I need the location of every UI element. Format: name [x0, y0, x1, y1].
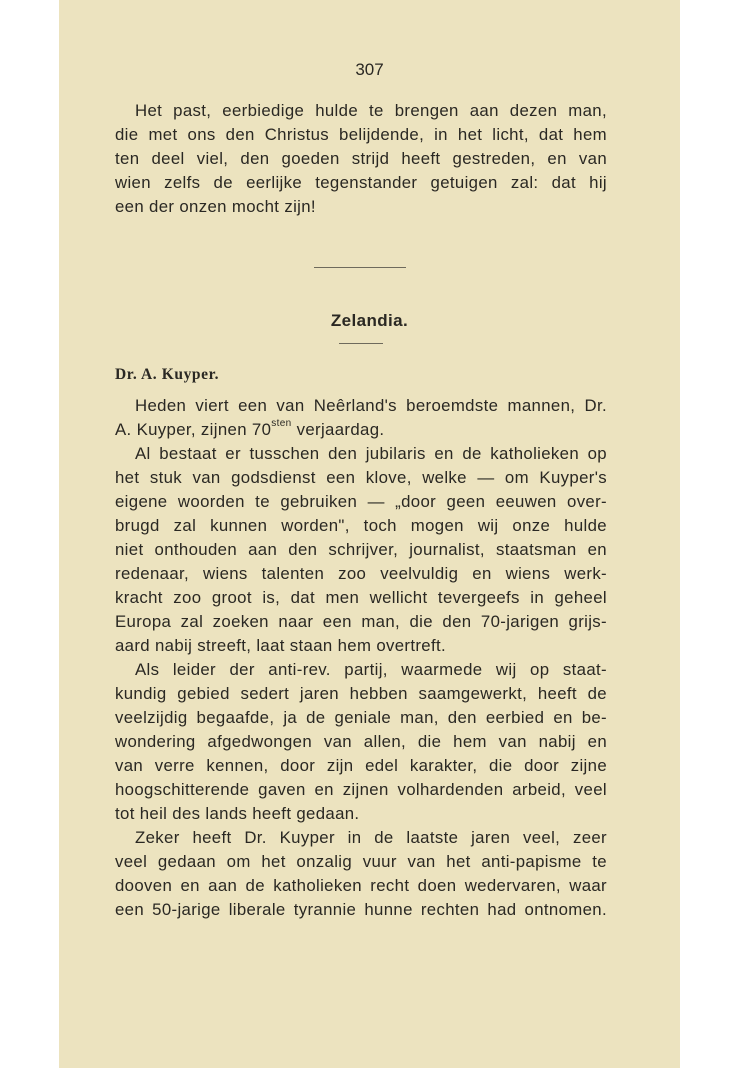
section-divider: [314, 267, 406, 268]
text-line: aard nabij streeft, laat staan hem overtreft.: [115, 636, 447, 655]
superscript: sten: [271, 418, 292, 430]
title-underline: [339, 343, 383, 344]
text-line: wien zelfs de eerlijke tegenstander getuigen zal: dat hij: [115, 173, 607, 192]
text-line-with-superscript: [115, 418, 607, 442]
text-line: veel gedaan om het onzalig vuur van het anti-papisme te: [115, 852, 607, 871]
page-number: 307: [355, 60, 384, 79]
text-line: hoogschitterende gaven en zijnen volhardenden arbeid, veel: [115, 780, 607, 799]
text-line: een der onzen mocht zijn!: [115, 197, 316, 216]
text-line: eigene woorden te gebruiken — „door geen eeuwen over-: [115, 492, 607, 511]
article-subheading: Dr. A. Kuyper.: [115, 366, 220, 383]
text-line: ten deel viel, den goeden strijd heeft gestreden, en van: [115, 149, 607, 168]
text-line: Al bestaat er tusschen den jubilaris en de katholieken op: [135, 444, 607, 463]
text-line: Heden viert een van Neêrland's beroemdste mannen, Dr.: [135, 396, 607, 415]
text-line: kracht zoo groot is, dat men wellicht tevergeefs in geheel: [115, 588, 607, 607]
text-line: veelzijdig begaafde, ja de geniale man, den eerbied en be-: [115, 708, 607, 727]
text-line: Zeker heeft Dr. Kuyper in de laatste jaren veel, zeer: [135, 828, 607, 847]
text-line: redenaar, wiens talenten zoo veelvuldig en wiens werk-: [115, 564, 607, 583]
text-line: Als leider der anti-rev. partij, waarmede wij op staat-: [135, 660, 607, 679]
text-line: die met ons den Christus belijdende, in het licht, dat hem: [115, 125, 607, 144]
text-line: tot heil des lands heeft gedaan.: [115, 804, 360, 823]
text-line: niet onthouden aan den schrijver, journalist, staatsman en: [115, 540, 607, 559]
text-line: dooven en aan de katholieken recht doen wedervaren, waar: [115, 876, 607, 895]
section-title: Zelandia.: [330, 311, 409, 330]
text-line: wondering afgedwongen van allen, die hem van nabij en: [115, 732, 607, 751]
text-line: brugd zal kunnen worden", toch mogen wij onze hulde: [115, 516, 607, 535]
text-fragment: verjaardag.: [291, 420, 385, 439]
book-page: [59, 0, 680, 1068]
text-line: een 50-jarige liberale tyrannie hunne rechten had ontnomen.: [115, 900, 607, 919]
text-line: van verre kennen, door zijn edel karakter, die door zijne: [115, 756, 607, 775]
text-line: Europa zal zoeken naar een man, die den 70-jarigen grijs-: [115, 612, 607, 631]
text-line: Het past, eerbiedige hulde te brengen aan dezen man,: [135, 101, 607, 120]
text-line: kundig gebied sedert jaren hebben saamgewerkt, heeft de: [115, 684, 607, 703]
text-line: het stuk van godsdienst een klove, welke — om Kuyper's: [115, 468, 607, 487]
text-fragment: A. Kuyper, zijnen 70: [115, 420, 272, 439]
